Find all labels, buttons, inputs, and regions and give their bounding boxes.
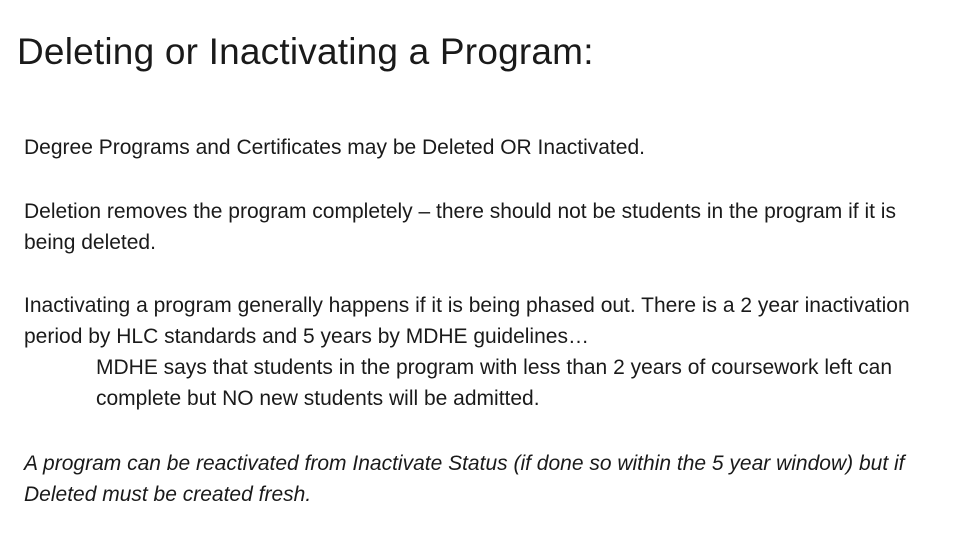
paragraph-inactivation bbox=[24, 290, 944, 414]
slide-body bbox=[24, 132, 944, 510]
slide-title: Deleting or Inactivating a Program: bbox=[17, 31, 594, 72]
paragraph-reactivation-note: A program can be reactivated from Inactivate Status (if done so within the 5 year window) but if Deleted must be created fresh. bbox=[24, 452, 905, 506]
paragraph-inactivation-mdhe-note: MDHE says that students in the program with less than 2 years of coursework left can complete but NO new students will be admitted. bbox=[96, 356, 893, 410]
paragraph-delete-or-inactivate: Degree Programs and Certificates may be Deleted OR Inactivated. bbox=[24, 136, 645, 159]
paragraph-deletion: Deletion removes the program completely – there should not be students in the program if it is being deleted. bbox=[24, 200, 896, 254]
paragraph-inactivation-main: Inactivating a program generally happens if it is being phased out. There is a 2 year inactivation period by HLC standards and 5 years by MDHE guidelines… bbox=[24, 294, 910, 348]
